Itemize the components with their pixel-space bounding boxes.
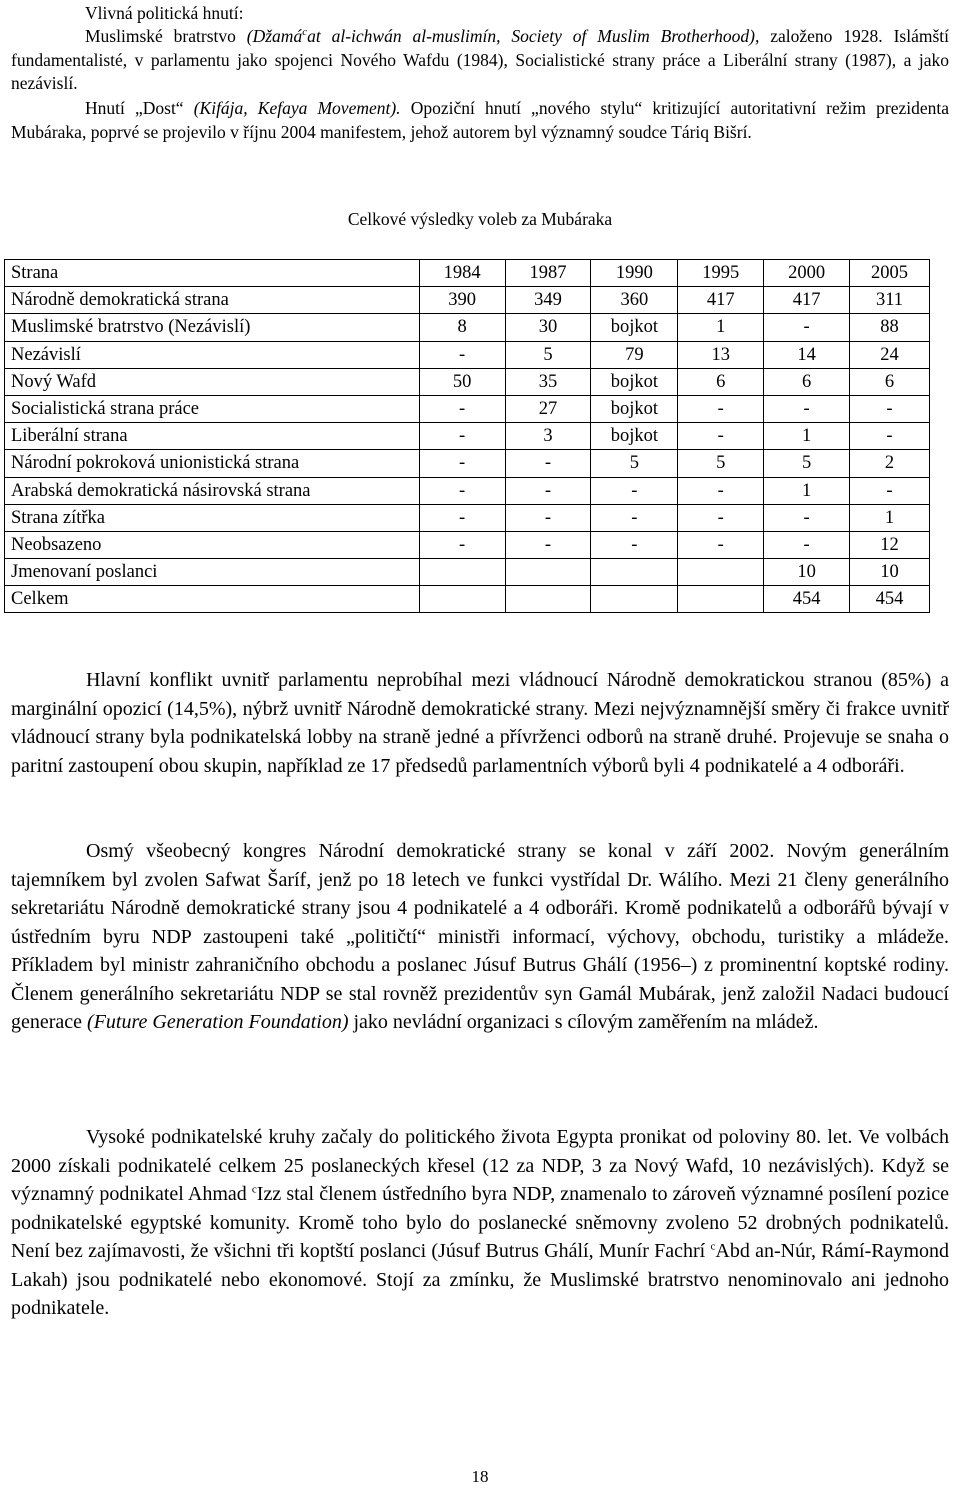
seats-cell: 6: [764, 368, 850, 395]
seats-cell: [505, 559, 591, 586]
seats-cell: 79: [591, 341, 678, 368]
brotherhood-alt-names: (Džamá$^c$at al-ichwán al-muslimín, Society of Muslim Brotherhood),: [246, 26, 760, 46]
party-name-cell: Národní pokroková unionistická strana: [5, 450, 420, 477]
seats-cell: bojkot: [591, 423, 678, 450]
seats-cell: 417: [764, 287, 850, 314]
seats-cell: 454: [850, 586, 930, 613]
seats-cell: 417: [678, 287, 764, 314]
seats-cell: 2: [850, 450, 930, 477]
seats-cell: -: [419, 450, 505, 477]
paragraph-congress: Osmý všeobecný kongres Národní demokratické strany se konal v září 2002. Novým generálním tajemníkem byl zvolen Safwat Šaríf, jenž po 18 letech ve funkci vystřídal Dr. Wálího. Mezi 21 členy generálního sekretariátu Národně demokratické strany jsou 4 podnikatelé a 4 odboráři. Kromě podnikatelů a odborářů bývají v ústředním byru NDP zastoupeni také „političtí“ ministři informací, výchovy, obchodu, turistiky a mládeže. Příkladem byl ministr zahraničního obchodu a poslanec Júsuf Butrus Ghálí (1956–) z prominentní koptské rodiny. Členem generálního sekretariátu NDP se stal rovněž prezidentův syn Gamál Mubárak, jenž založil Nadaci budoucí generace (Future Generation Foundation) jako nevládní organizaci s cílovým zaměřením na mládež.: [11, 840, 949, 1033]
header-year-cell: 1984: [419, 260, 505, 287]
seats-cell: -: [591, 477, 678, 504]
seats-cell: [419, 586, 505, 613]
seats-cell: -: [591, 504, 678, 531]
table-row: [5, 504, 930, 531]
seats-cell: -: [591, 531, 678, 558]
paragraph-business: Vysoké podnikatelské kruhy začaly do politického života Egypta pronikat od poloviny 80. let. Ve volbách 2000 získali podnikatelé celkem 25 poslaneckých křesel (12 za NDP, 3 za Nový Wafd, 10 nezávislých). Když se významný podnikatel Ahmad $^c$Izz stal členem ústředního byra NDP, znamenalo to zároveň významné posílení pozice podnikatelské egyptské komunity. Kromě toho bylo do poslanecké sněmovny zvoleno 52 drobných podnikatelů. Není bez zajímavosti, že všichni tři koptští poslanci (Júsuf Butrus Ghálí, Munír Fachrí $^c$Abd an-Núr, Rámí-Raymond Lakah) jsou podnikatelé nebo ekonomové. Stojí za zmínku, že Muslimské bratrstvo nenominovalo ani jednoho podnikatele.: [11, 1126, 950, 1319]
brotherhood-description: založeno 1928. Islámští fundamentalisté, v parlamentu jako spojenci Nového Wafdu (1984), Socialistické strany práce a Liberální strany (1987), a jako nezávislí.: [11, 26, 949, 93]
seats-cell: 50: [419, 368, 505, 395]
seats-cell: 311: [850, 287, 930, 314]
seats-cell: -: [678, 395, 764, 422]
header-party-cell: Strana: [5, 260, 420, 287]
seats-cell: [678, 586, 764, 613]
seats-cell: -: [678, 504, 764, 531]
table-row: [5, 477, 930, 504]
table-row: [5, 395, 930, 422]
seats-cell: 1: [678, 314, 764, 341]
seats-cell: 1: [764, 423, 850, 450]
header-year-cell: 1987: [505, 260, 591, 287]
seats-cell: 1: [850, 504, 930, 531]
seats-cell: -: [850, 423, 930, 450]
seats-cell: -: [850, 477, 930, 504]
seats-cell: -: [505, 477, 591, 504]
party-name-cell: Nezávislí: [5, 341, 420, 368]
header-year-cell: 2005: [850, 260, 930, 287]
seats-cell: 35: [505, 368, 591, 395]
party-name-cell: Celkem: [5, 586, 420, 613]
kifaya-name: Hnutí „Dost“: [85, 98, 184, 118]
seats-cell: 5: [678, 450, 764, 477]
seats-cell: -: [678, 477, 764, 504]
kifaya-description: Opoziční hnutí „nového stylu“ kritizující autoritativní režim prezidenta Mubáraka, poprvé se projevilo v říjnu 2004 manifestem, jehož autorem byl významný soudce Táriq Bišrí.: [11, 98, 950, 142]
seats-cell: bojkot: [591, 395, 678, 422]
table-caption: Celkové výsledky voleb za Mubáraka: [347, 209, 613, 229]
table-row: [5, 586, 930, 613]
seats-cell: [591, 559, 678, 586]
table-row: [5, 450, 930, 477]
movements-heading: Vlivná politická hnutí:: [85, 3, 244, 23]
table-row: [5, 341, 930, 368]
party-name-cell: Arabská demokratická násirovská strana: [5, 477, 420, 504]
seats-cell: 10: [764, 559, 850, 586]
seats-cell: -: [505, 504, 591, 531]
seats-cell: -: [764, 314, 850, 341]
table-row: [5, 368, 930, 395]
seats-cell: 1: [764, 477, 850, 504]
party-name-cell: Národně demokratická strana: [5, 287, 420, 314]
seats-cell: -: [419, 531, 505, 558]
seats-cell: bojkot: [591, 368, 678, 395]
seats-cell: 5: [591, 450, 678, 477]
seats-cell: -: [678, 423, 764, 450]
party-name-cell: Nový Wafd: [5, 368, 420, 395]
table-row: [5, 559, 930, 586]
seats-cell: 454: [764, 586, 850, 613]
seats-cell: -: [850, 395, 930, 422]
table-row: [5, 423, 930, 450]
seats-cell: -: [419, 423, 505, 450]
header-year-cell: 2000: [764, 260, 850, 287]
table-header-row: [5, 260, 930, 287]
party-name-cell: Muslimské bratrstvo (Nezávislí): [5, 314, 420, 341]
seats-cell: -: [764, 531, 850, 558]
table-row: [5, 314, 930, 341]
page-number: 18: [471, 1467, 489, 1486]
table-row: [5, 287, 930, 314]
kifaya-alt-names: (Kifája, Kefaya Movement).: [193, 98, 401, 118]
seats-cell: 10: [850, 559, 930, 586]
brotherhood-name: Muslimské bratrstvo: [85, 26, 236, 46]
seats-cell: -: [419, 477, 505, 504]
seats-cell: [678, 559, 764, 586]
brotherhood-paragraph: [11, 25, 949, 96]
seats-cell: 27: [505, 395, 591, 422]
seats-cell: 360: [591, 287, 678, 314]
party-name-cell: Jmenovaní poslanci: [5, 559, 420, 586]
seats-cell: 13: [678, 341, 764, 368]
seats-cell: -: [764, 395, 850, 422]
seats-cell: -: [505, 531, 591, 558]
seats-cell: [419, 559, 505, 586]
table-row: [5, 531, 930, 558]
seats-cell: 6: [850, 368, 930, 395]
header-year-cell: 1995: [678, 260, 764, 287]
seats-cell: -: [419, 504, 505, 531]
seats-cell: 88: [850, 314, 930, 341]
party-name-cell: Neobsazeno: [5, 531, 420, 558]
seats-cell: 12: [850, 531, 930, 558]
seats-cell: 14: [764, 341, 850, 368]
paragraph-conflict: Hlavní konflikt uvnitř parlamentu neprobíhal mezi vládnoucí Národně demokratickou stranou (85%) a marginální opozicí (14,5%), nýbrž uvnitř Národně demokratické strany. Mezi nejvýznamnější směry či frakce uvnitř vládnoucí strany byla podnikatelská lobby na straně jedné a přívrženci odborů na straně druhé. Projevuje se snaha o paritní zastoupení obou skupin, například ze 17 předsedů parlamentních výborů byli 4 podnikatelé a 4 odboráři.: [11, 669, 949, 777]
seats-cell: 24: [850, 341, 930, 368]
seats-cell: [591, 586, 678, 613]
seats-cell: 5: [764, 450, 850, 477]
seats-cell: 390: [419, 287, 505, 314]
seats-cell: -: [419, 395, 505, 422]
party-name-cell: Strana zítřka: [5, 504, 420, 531]
seats-cell: 5: [505, 341, 591, 368]
seats-cell: -: [505, 450, 591, 477]
seats-cell: 6: [678, 368, 764, 395]
header-year-cell: 1990: [591, 260, 678, 287]
seats-cell: -: [764, 504, 850, 531]
kifaya-paragraph: [11, 97, 949, 144]
election-results-table: [4, 259, 930, 613]
seats-cell: 8: [419, 314, 505, 341]
seats-cell: 349: [505, 287, 591, 314]
seats-cell: 3: [505, 423, 591, 450]
seats-cell: bojkot: [591, 314, 678, 341]
seats-cell: -: [419, 341, 505, 368]
party-name-cell: Liberální strana: [5, 423, 420, 450]
seats-cell: -: [678, 531, 764, 558]
seats-cell: 30: [505, 314, 591, 341]
party-name-cell: Socialistická strana práce: [5, 395, 420, 422]
seats-cell: [505, 586, 591, 613]
